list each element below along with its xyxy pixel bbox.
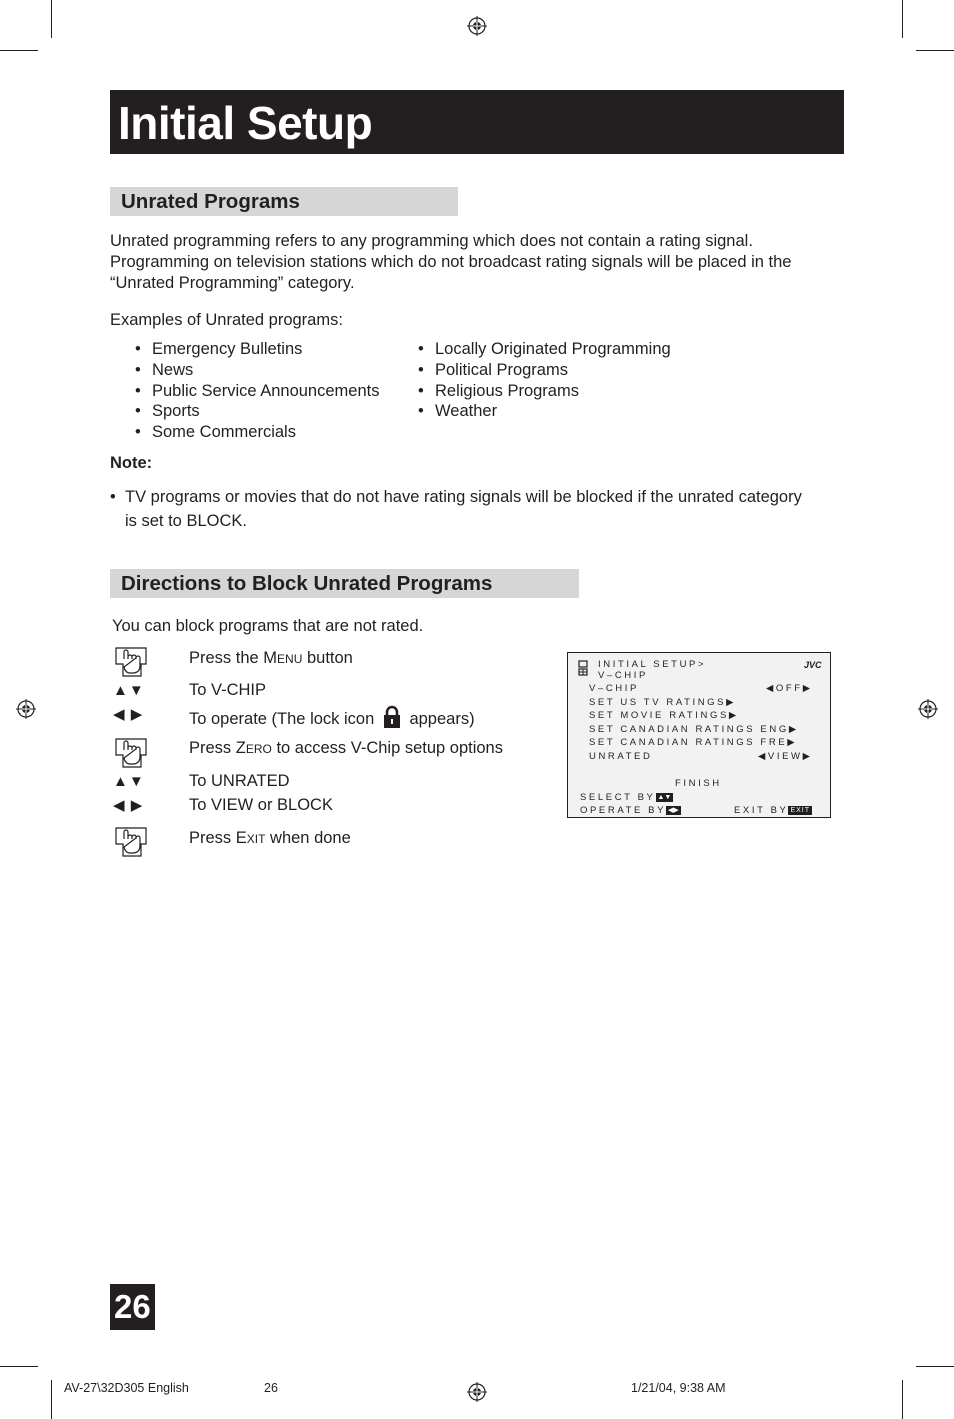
list-item: • Weather [418,401,671,422]
crop-mark [0,50,38,51]
section-heading-unrated [110,187,458,216]
note-label: Note: [110,454,153,472]
up-down-arrow-icon: ▲▼ [113,773,145,790]
left-right-arrow-icon: ◀ ▶ [113,797,144,814]
page-title: Initial Setup [118,97,373,149]
step-operate [189,705,475,729]
crop-mark [916,50,954,51]
registration-mark-icon [16,699,36,719]
step-press-menu [189,649,353,668]
list-item: • Sports [135,401,379,422]
step-text: Press the [189,649,264,667]
crop-mark [51,0,52,38]
step-text: when done [265,829,351,847]
osd-menu-item[interactable]: V–CHIP [589,683,639,694]
osd-operate-hint [580,805,681,816]
osd-header: INITIAL SETUP> [598,659,707,670]
osd-menu-item[interactable]: SET CANADIAN RATINGS ENG▶ [589,724,799,735]
lock-icon [382,705,402,729]
step-to-unrated: To UNRATED [189,772,290,790]
section-heading-text: Unrated Programs [121,190,300,213]
osd-menu-value: ◀OFF▶ [766,683,813,694]
note-line: TV programs or movies that do not have rating signals will be blocked if the unrated category [125,488,802,506]
step-to-vchip: To V-CHIP [189,681,267,699]
list-item: • Locally Originated Programming [418,339,671,360]
left-right-key-icon: ◀▶ [668,807,679,814]
note-line: is set to BLOCK. [125,512,247,530]
section-heading-directions [110,569,579,598]
footer-filename: AV-27\32D305 English [64,1381,189,1395]
step-view-or-block: To VIEW or BLOCK [189,796,333,814]
crop-mark [51,1380,52,1419]
intro-line: Unrated programming refers to any programming which does not contain a rating signal. [110,232,753,250]
left-right-arrow-icon: ◀ ▶ [113,706,144,723]
osd-menu-value: ◀VIEW▶ [758,751,813,762]
step-press-zero [189,739,503,758]
crop-mark [902,0,903,38]
registration-mark-icon [467,16,487,36]
registration-mark-icon [467,1382,487,1402]
crop-mark [916,1366,954,1367]
osd-menu-item[interactable]: SET CANADIAN RATINGS FRE▶ [589,737,798,748]
step-text: Press [189,739,236,757]
step-text: Press [189,829,236,847]
intro-paragraph [110,231,850,294]
up-down-key-icon: ▲▼ [657,794,672,801]
exit-key-icon: EXIT [790,807,811,814]
intro-line: Programming on television stations which do not broadcast rating signals will be placed in the [110,253,792,271]
up-down-arrow-icon: ▲▼ [113,682,145,699]
osd-subheader: V–CHIP [598,670,648,681]
zero-key-label: Zero [235,739,272,757]
step-text: to access V-Chip setup options [271,739,503,757]
crop-mark [902,1380,903,1419]
hand-press-icon [114,737,148,769]
footer-page: 26 [264,1381,278,1395]
list-item: • Public Service Announcements [135,381,379,402]
hand-press-icon [114,646,148,678]
section-heading-text: Directions to Block Unrated Programs [121,572,493,595]
list-item: • Religious Programs [418,381,671,402]
step-text: To operate (The lock icon [189,710,379,728]
osd-menu-item[interactable]: SET US TV RATINGS▶ [589,697,737,708]
osd-select-hint [580,792,673,803]
list-item: • Political Programs [418,360,671,381]
osd-brand-logo: JVC [804,660,822,670]
step-text: appears) [404,710,475,728]
list-item: • News [135,360,379,381]
osd-menu-item[interactable]: UNRATED [589,751,653,762]
page-number: 26 [114,1288,151,1325]
examples-list-left [135,339,379,443]
hand-press-icon [114,826,148,858]
page-number-box [110,1284,155,1330]
examples-label: Examples of Unrated programs: [110,311,343,329]
osd-finish[interactable]: FINISH [675,778,722,789]
registration-mark-icon [918,699,938,719]
osd-hint-text: SELECT BY [580,792,656,803]
lock-icon [578,660,588,676]
page-title-bar [110,90,844,154]
osd-menu-item[interactable]: SET MOVIE RATINGS▶ [589,710,739,721]
list-item: • Emergency Bulletins [135,339,379,360]
exit-key-label: Exit [235,829,266,847]
crop-mark [0,1366,38,1367]
step-press-exit [189,829,351,848]
osd-hint-text: EXIT BY [734,805,789,816]
menu-key-label: Menu [263,649,303,667]
intro-line: “Unrated Programming” category. [110,274,355,292]
vchip-osd-screen [567,652,831,818]
osd-hint-text: OPERATE BY [580,805,667,816]
step-text: button [302,649,353,667]
note-bullet: • [110,488,116,506]
note-text [110,485,850,533]
osd-exit-hint [734,805,812,816]
footer-date: 1/21/04, 9:38 AM [631,1381,726,1395]
directions-intro: You can block programs that are not rated. [112,617,424,635]
examples-list-right [418,339,671,422]
list-item: • Some Commercials [135,422,379,443]
